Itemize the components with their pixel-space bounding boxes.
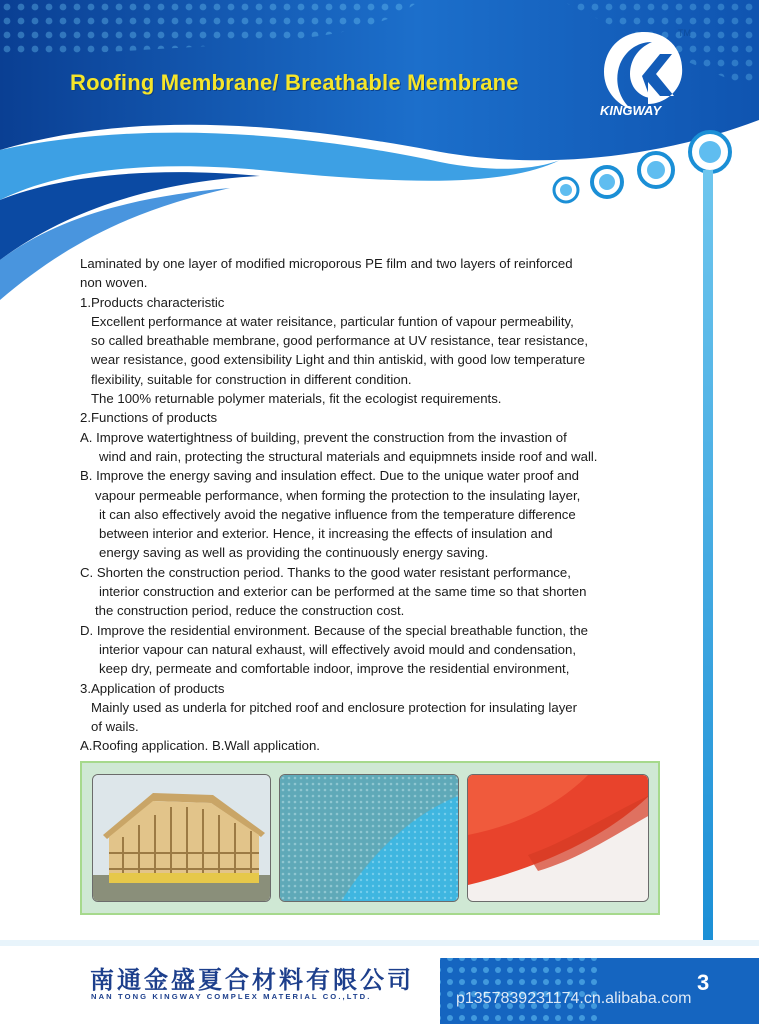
page-title: Roofing Membrane/ Breathable Membrane xyxy=(70,70,519,95)
function-a-line: A. Improve watertightness of building, prevent the construction from the invastion of xyxy=(80,429,567,445)
section-heading-characteristics: 1.Products characteristic xyxy=(80,294,225,310)
characteristic-line: wear resistance, good extensibility Light and thin antiskid, with good low temperature xyxy=(91,352,586,368)
application-line: of wails. xyxy=(91,719,139,735)
house-construction-photo xyxy=(92,774,271,902)
decorative-side-bar xyxy=(703,170,713,940)
function-b-line: it can also effectively avoid the negative influence from the temperature difference xyxy=(99,506,576,522)
application-types: A.Roofing application. B.Wall application. xyxy=(80,738,320,754)
function-a-line: wind and rain, protecting the structural materials and equipmnets inside roof and wall. xyxy=(99,448,598,464)
company-name-english: NAN TONG KINGWAY COMPLEX MATERIAL CO.,LTD. xyxy=(91,992,372,1001)
function-c-line: C. Shorten the construction period. Thanks to the good water resistant performance, xyxy=(80,564,571,580)
blue-membrane-photo xyxy=(279,774,459,902)
red-fabric-image-icon xyxy=(468,775,649,902)
characteristic-line: The 100% returnable polymer materials, fit the ecologist requirements. xyxy=(91,391,502,407)
function-b-line: vapour permeable performance, when forming the protection to the insulating layer, xyxy=(95,487,581,503)
function-c-line: the construction period, reduce the construction cost. xyxy=(95,603,405,619)
product-description xyxy=(80,254,680,756)
function-d-line: D. Improve the residential environment. Because of the special breathable function, the xyxy=(80,622,589,638)
trademark-symbol: TM xyxy=(678,28,691,38)
section-heading-application: 3.Application of products xyxy=(80,680,225,696)
house-image-icon xyxy=(93,775,271,902)
intro-line: non woven. xyxy=(80,275,148,291)
page-number: 3 xyxy=(697,970,710,995)
characteristic-line: flexibility, suitable for construction in different condition. xyxy=(91,371,412,387)
intro-line: Laminated by one layer of modified microporous PE film and two layers of reinforced xyxy=(80,256,573,271)
section-heading-functions: 2.Functions of products xyxy=(80,410,218,426)
function-b-line: B. Improve the energy saving and insulation effect. Due to the unique water proof and xyxy=(80,468,579,484)
function-b-line: between interior and exterior. Hence, it increasing the effects of insulation and xyxy=(99,526,553,542)
watermark-url: p1357839231174.cn.alibaba.com xyxy=(456,990,692,1007)
function-b-line: energy saving as well as providing the continuously energy saving. xyxy=(99,545,489,561)
blue-fabric-image-icon xyxy=(280,775,459,902)
application-line: Mainly used as underla for pitched roof and enclosure protection for insulating layer xyxy=(91,699,578,715)
characteristic-line: so called breathable membrane, good performance at UV resistance, tear resistance, xyxy=(91,333,588,349)
function-d-line: keep dry, permeate and comfortable indoor, improve the residential environment, xyxy=(99,661,570,677)
brand-name: KINGWAY xyxy=(600,103,662,118)
function-c-line: interior construction and exterior can be performed at the same time so that shorten xyxy=(99,584,587,600)
company-name-chinese: 南通金盛夏合材料有限公司 xyxy=(90,965,414,994)
red-membrane-photo xyxy=(467,774,649,902)
function-d-line: interior vapour can natural exhaust, will effectively avoid mould and condensation, xyxy=(99,641,576,657)
characteristic-line: Excellent performance at water reisitance, particular funtion of vapour permeability, xyxy=(91,313,574,329)
